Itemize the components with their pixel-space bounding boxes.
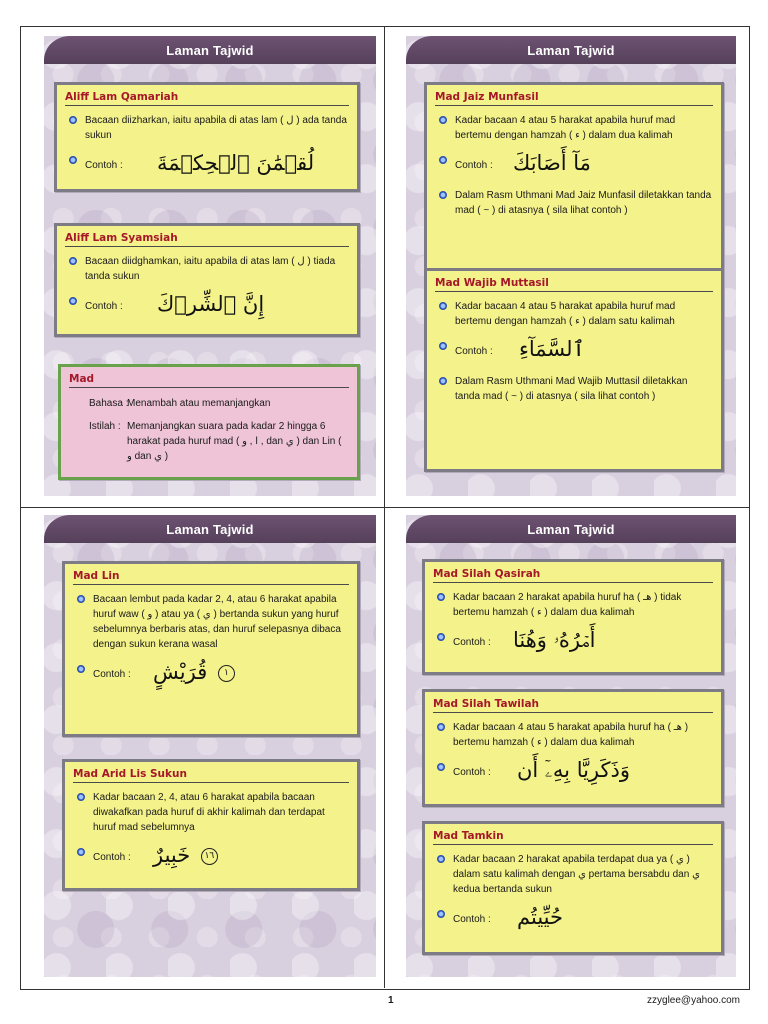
example-row <box>433 760 713 788</box>
box-mad-wajib-muttasil <box>424 268 724 472</box>
box-title: Mad Jaiz Munfasil <box>435 91 713 106</box>
definition-value: Memanjangkan suara pada kadar 2 hingga 6 harakat pada huruf mad ( ا , و , dan ي ) dan Lin ( و dan ي ) <box>127 421 342 462</box>
example-arabic: ١٦ خَبِيرٌ <box>153 843 218 867</box>
example-row <box>65 294 349 322</box>
example-arabic: حُيِّيتُم <box>517 905 563 929</box>
rule-item: Kadar bacaan 4 atau 5 harakat apabila huruf ha ( هـ ) bertemu hamzah ( ء ) dalam dua kalimah <box>433 720 713 750</box>
bullet-icon <box>69 257 77 265</box>
bullet-icon <box>437 855 445 863</box>
example-arabic: وَذَكَرِيَّا بِهِۦٓ أَن <box>517 758 631 782</box>
bullet-icon <box>439 302 447 310</box>
example-label: Contoh : <box>85 301 123 312</box>
box-title: Mad Tamkin <box>433 830 713 845</box>
box-title: Aliff Lam Qamariah <box>65 91 349 106</box>
rule-item: Kadar bacaan 2, 4, atau 6 harakat apabila bacaan diwakafkan pada huruf di akhir kalimah dan terdapat huruf mad sebelumnya <box>73 790 349 835</box>
bullet-icon <box>437 633 445 641</box>
card-title: Laman Tajwid <box>406 36 736 64</box>
card-top-right <box>406 36 736 496</box>
rule-item: Kadar bacaan 4 atau 5 harakat apabila huruf mad bertemu dengan hamzah ( ء ) dalam dua kalimah <box>435 113 713 143</box>
bullet-icon <box>77 665 85 673</box>
page-number: 1 <box>388 995 394 1006</box>
definition-bahasa <box>69 396 349 411</box>
example-row <box>433 630 713 658</box>
bullet-icon <box>439 377 447 385</box>
example-arabic: مَآ أَصَابَكَ <box>513 151 591 175</box>
bullet-icon <box>439 116 447 124</box>
rule-item: Dalam Rasm Uthmani Mad Wajib Muttasil diletakkan tanda mad ( ~ ) di atasnya ( sila lihat contoh ) <box>435 374 713 404</box>
box-mad-silah-tawilah <box>422 689 724 807</box>
box-mad-tamkin <box>422 821 724 955</box>
box-title: Mad Wajib Muttasil <box>435 277 713 292</box>
example-arabic: أَمۡرُهُۥ وَهُنَا <box>513 628 596 652</box>
box-mad-lin <box>62 561 360 737</box>
grid-divider-horizontal <box>20 507 750 508</box>
definition-value: Menambah atau memanjangkan <box>127 398 271 409</box>
bullet-icon <box>69 156 77 164</box>
example-label: Contoh : <box>455 346 493 357</box>
definition-key: Istilah : <box>89 421 121 432</box>
bullet-icon <box>69 116 77 124</box>
box-mad <box>58 364 360 480</box>
box-title: Mad Lin <box>73 570 349 585</box>
box-title: Mad Arid Lis Sukun <box>73 768 349 783</box>
rule-item: Bacaan lembut pada kadar 2, 4, atau 6 harakat apabila huruf waw ( و ) atau ya ( ي ) bertanda sukun yang huruf sebelumnya berbaris atas, dan huruf selepasnya dibaca dengan sukun kerana wasal <box>73 592 349 652</box>
definition-key: Bahasa : <box>89 398 129 409</box>
ayah-number-icon: ١ <box>218 665 235 682</box>
rule-item: Kadar bacaan 2 harakat apabila huruf ha ( هـ ) tidak bertemu hamzah ( ء ) dalam dua kalimah <box>433 590 713 620</box>
example-label: Contoh : <box>93 669 131 680</box>
example-arabic: ١ قُرَيْشٍ <box>153 660 235 684</box>
bullet-icon <box>439 342 447 350</box>
bullet-icon <box>437 593 445 601</box>
example-row <box>435 339 713 367</box>
bullet-icon <box>437 910 445 918</box>
definition-istilah <box>69 419 349 464</box>
card-bottom-right <box>406 515 736 977</box>
box-mad-arid-lis-sukun <box>62 759 360 891</box>
bullet-icon <box>437 763 445 771</box>
bullet-icon <box>77 595 85 603</box>
bullet-icon <box>69 297 77 305</box>
example-arabic: إِنَّ ٱلشِّرۡكَ <box>157 292 265 316</box>
example-row <box>65 153 349 181</box>
example-label: Contoh : <box>85 160 123 171</box>
box-mad-silah-qasirah <box>422 559 724 675</box>
footer-email: zzyglee@yahoo.com <box>647 995 740 1006</box>
rule-item: Kadar bacaan 4 atau 5 harakat apabila huruf mad bertemu dengan hamzah ( ء ) dalam satu kalimah <box>435 299 713 329</box>
example-label: Contoh : <box>453 914 491 925</box>
example-row <box>73 662 349 690</box>
example-arabic: ٱلسَّمَآءِ <box>519 337 585 361</box>
card-title: Laman Tajwid <box>44 515 376 543</box>
example-row <box>73 845 349 873</box>
rule-item: Kadar bacaan 2 harakat apabila terdapat dua ya ( ي ) dalam satu kalimah dengan ي pertama bersabdu dan ي kedua bertanda sukun <box>433 852 713 897</box>
example-row <box>435 153 713 181</box>
card-title: Laman Tajwid <box>406 515 736 543</box>
box-title: Aliff Lam Syamsiah <box>65 232 349 247</box>
bullet-icon <box>439 156 447 164</box>
box-alif-lam-qamariah <box>54 82 360 192</box>
example-label: Contoh : <box>455 160 493 171</box>
example-arabic: لُقۡمَٰنَ ٱلۡحِكۡمَةَ <box>157 151 315 175</box>
example-label: Contoh : <box>453 637 491 648</box>
bullet-icon <box>77 848 85 856</box>
rule-item: Dalam Rasm Uthmani Mad Jaiz Munfasil diletakkan tanda mad ( ~ ) di atasnya ( sila lihat contoh ) <box>435 188 713 218</box>
example-label: Contoh : <box>453 767 491 778</box>
card-title: Laman Tajwid <box>44 36 376 64</box>
example-row <box>433 907 713 935</box>
card-bottom-left <box>44 515 376 977</box>
rule-item: Bacaan diizharkan, iaitu apabila di atas lam ( ل ) ada tanda sukun <box>65 113 349 143</box>
card-top-left <box>44 36 376 496</box>
box-title: Mad <box>69 373 349 388</box>
example-label: Contoh : <box>93 852 131 863</box>
ayah-number-icon: ١٦ <box>201 848 218 865</box>
box-title: Mad Silah Tawilah <box>433 698 713 713</box>
bullet-icon <box>437 723 445 731</box>
bullet-icon <box>77 793 85 801</box>
box-title: Mad Silah Qasirah <box>433 568 713 583</box>
box-mad-jaiz-munfasil <box>424 82 724 284</box>
rule-item: Bacaan diidghamkan, iaitu apabila di atas lam ( ل ) tiada tanda sukun <box>65 254 349 284</box>
box-alif-lam-syamsiah <box>54 223 360 337</box>
bullet-icon <box>439 191 447 199</box>
